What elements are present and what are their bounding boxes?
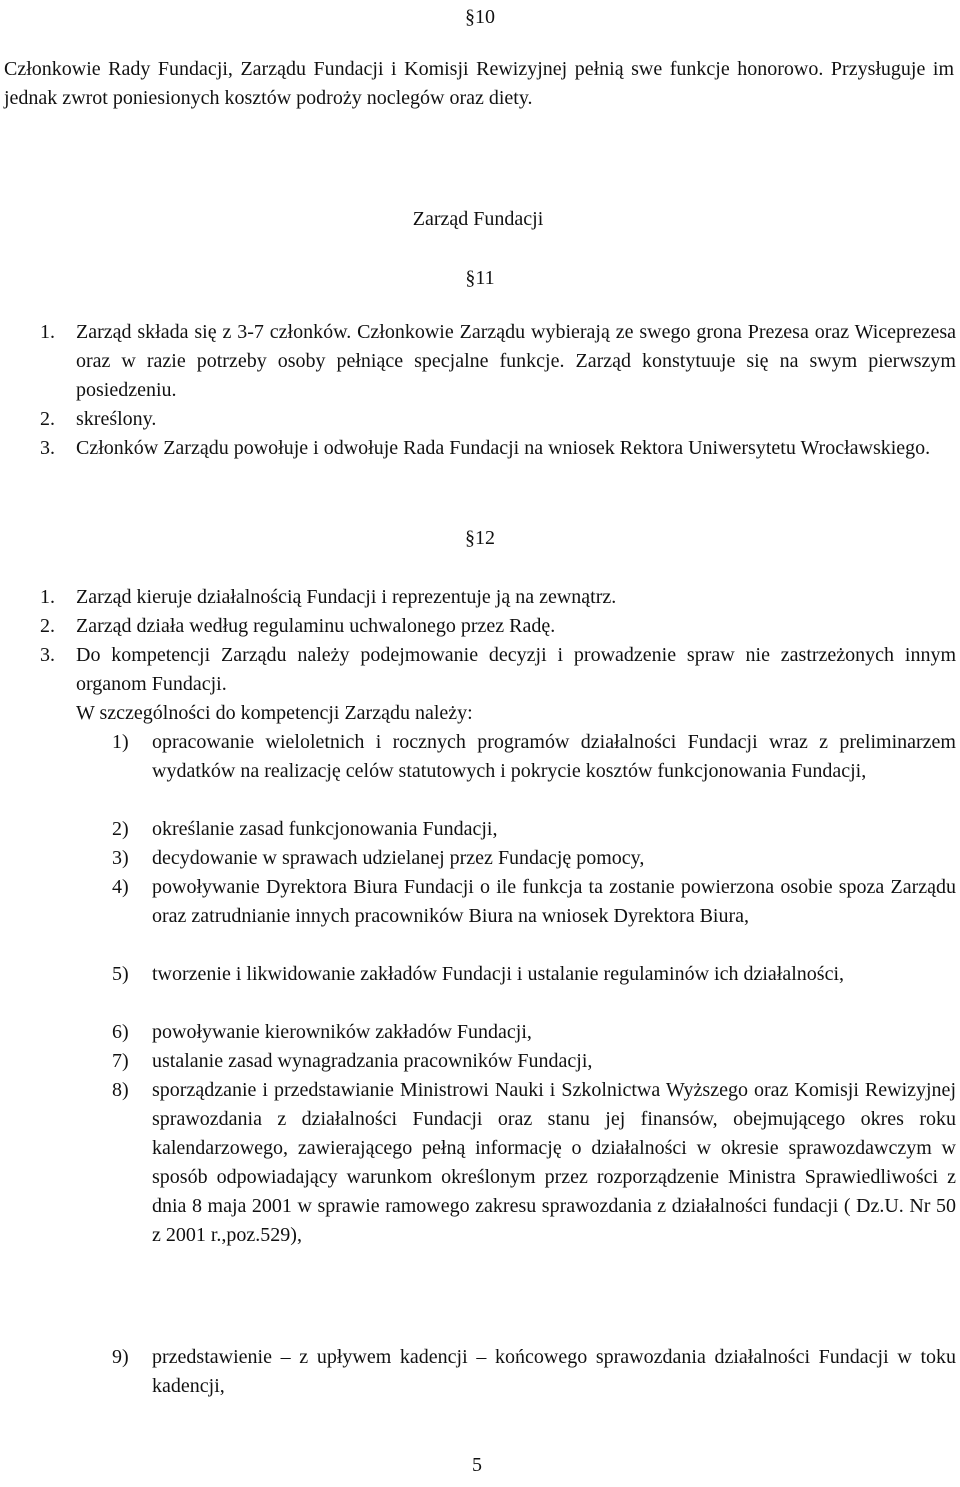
- section-12-heading: §12: [465, 527, 495, 549]
- competence-3-text: decydowanie w sprawach udzielanej przez Fundację pomocy,: [152, 847, 645, 869]
- s12-item-3-text: Do kompetencji Zarządu należy podejmowanie decyzji i prowadzenie spraw nie zastrzeżonych innym organom Fundacji.: [76, 644, 956, 695]
- s12-item-2-number: 2.: [40, 615, 55, 637]
- competence-9-number: 9): [112, 1346, 129, 1368]
- page-title: Zarząd Fundacji: [412, 208, 544, 230]
- competence-4-number: 4): [112, 876, 129, 898]
- s12-item-1-number: 1.: [40, 586, 55, 608]
- competence-7-number: 7): [112, 1050, 129, 1072]
- competence-3-number: 3): [112, 847, 129, 869]
- competence-8-number: 8): [112, 1079, 129, 1101]
- competence-intro: W szczególności do kompetencji Zarządu należy:: [76, 702, 473, 724]
- page-number: 5: [472, 1454, 482, 1476]
- competence-5-text: tworzenie i likwidowanie zakładów Fundacji i ustalanie regulaminów ich działalności,: [152, 963, 845, 985]
- section-10-text: Członkowie Rady Fundacji, Zarządu Fundacji i Komisji Rewizyjnej pełnią swe funkcje honorowo. Przysługuje im jednak zwrot poniesionych kosztów podroży noclegów oraz diety.: [4, 58, 954, 109]
- competence-2-number: 2): [112, 818, 129, 840]
- competence-6-number: 6): [112, 1021, 129, 1043]
- s11-item-2-number: 2.: [40, 408, 55, 430]
- s11-item-1-text: Zarząd składa się z 3-7 członków. Członkowie Zarządu wybierają ze swego grona Prezesa oraz Wiceprezesa oraz w razie potrzeby osoby pełniące specjalne funkcje. Zarząd konstytuuje się na swym pierwszym posiedzeniu.: [76, 321, 956, 401]
- section-11-heading: §11: [465, 267, 495, 289]
- competence-2-text: określanie zasad funkcjonowania Fundacji,: [152, 818, 498, 840]
- s12-item-3-number: 3.: [40, 644, 55, 666]
- competence-6-text: powoływanie kierowników zakładów Fundacji,: [152, 1021, 532, 1043]
- s11-item-2-text: skreślony.: [76, 408, 157, 430]
- competence-9-text: przedstawienie – z upływem kadencji – końcowego sprawozdania działalności Fundacji w toku kadencji,: [152, 1346, 956, 1397]
- s11-item-3-text: Członków Zarządu powołuje i odwołuje Rada Fundacji na wniosek Rektora Uniwersytetu Wrocławskiego.: [76, 437, 931, 459]
- competence-1-number: 1): [112, 731, 129, 753]
- competence-4-text: powoływanie Dyrektora Biura Fundacji o ile funkcja ta zostanie powierzona osobie spoza Zarządu oraz zatrudnianie innych pracowników Biura na wniosek Dyrektora Biura,: [152, 876, 956, 927]
- s11-item-3-number: 3.: [40, 437, 55, 459]
- competence-1-text: opracowanie wieloletnich i rocznych programów działalności Fundacji wraz z preliminarzem wydatków na realizację celów statutowych i pokrycie kosztów funkcjonowania Fundacji,: [152, 731, 956, 782]
- competence-5-number: 5): [112, 963, 129, 985]
- s11-item-1-number: 1.: [40, 321, 55, 343]
- s12-item-2-text: Zarząd działa według regulaminu uchwalonego przez Radę.: [76, 615, 556, 637]
- s12-item-1-text: Zarząd kieruje działalnością Fundacji i reprezentuje ją na zewnątrz.: [76, 586, 617, 608]
- competence-7-text: ustalanie zasad wynagradzania pracowników Fundacji,: [152, 1050, 593, 1072]
- competence-8-text: sporządzanie i przedstawianie Ministrowi Nauki i Szkolnictwa Wyższego oraz Komisji Rewizyjnej sprawozdania z działalności Fundacji oraz stanu jej finansów, obejmującego okres roku kalendarzowego, zawierającego pełną informację o działalności w okresie sprawozdawczym w sposób odpowiadający warunkom określonym przez rozporządzenie Ministra Sprawiedliwości z dnia 8 maja 2001 w sprawie ramowego zakresu sprawozdania z działalności fundacji ( Dz.U. Nr 50 z 2001 r.,poz.529),: [152, 1079, 956, 1246]
- section-10-heading: §10: [465, 6, 495, 28]
